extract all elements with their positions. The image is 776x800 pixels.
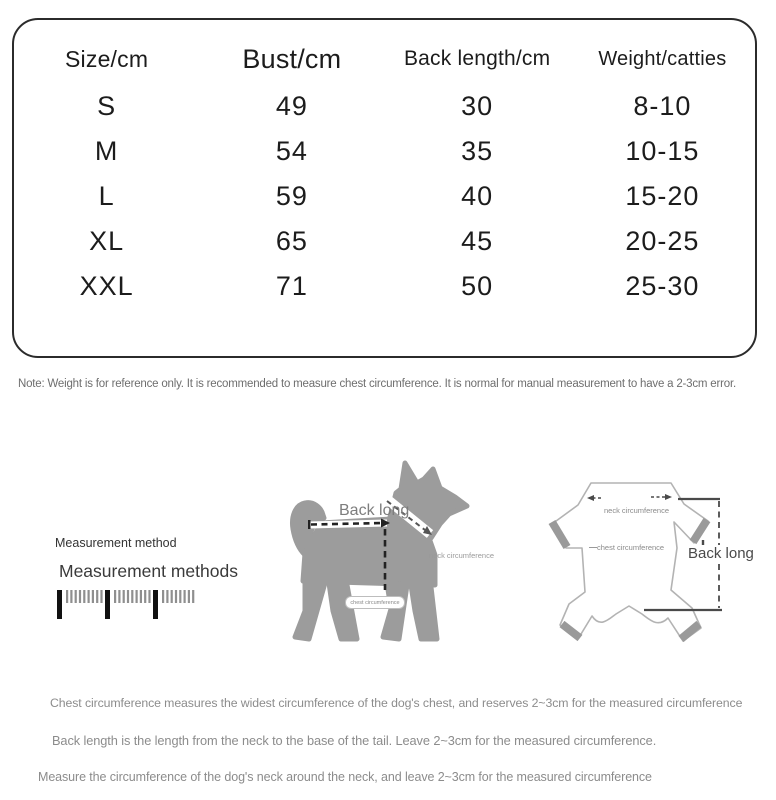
header-bust: Bust/cm [242, 43, 342, 74]
row-xl-size: XL [89, 226, 125, 256]
header-size: Size/cm [65, 45, 149, 72]
row-l-weight: 15-20 [625, 181, 700, 211]
row-xxl-bust: 71 [275, 271, 308, 301]
row-l-bust: 59 [275, 181, 308, 211]
row-s-bust: 49 [275, 91, 308, 121]
row-xl-back: 45 [461, 226, 494, 256]
row-s-weight: 8-10 [633, 91, 692, 121]
row-l-back: 40 [461, 181, 494, 211]
row-m-size: M [94, 136, 119, 166]
row-xl-weight: 20-25 [625, 226, 700, 256]
dog-neck-circumference-label: neck circumference [429, 551, 495, 560]
row-m-weight: 10-15 [625, 136, 700, 166]
measurement-method-label: Measurement method [55, 536, 177, 550]
garment-chest-connector [589, 547, 597, 548]
dog-chest-circumference-badge: chest circumference [345, 596, 405, 609]
footnote-back-length: Back length is the length from the neck to the base of the tail. Leave 2~3cm for the measured circumference. [52, 733, 657, 748]
row-m-bust: 54 [275, 136, 308, 166]
back-line-start-tick [308, 520, 311, 529]
row-xxl-size: XXL [79, 271, 134, 301]
dog-back-length-label: Back long [339, 502, 410, 519]
garment-chest-circumference-label: chest circumference [597, 543, 665, 552]
row-m-back: 35 [461, 136, 494, 166]
footnote-chest-circumference: Chest circumference measures the widest circumference of the dog's chest, and reserves 2~3cm for the measured circumference [50, 696, 743, 710]
header-weight: Weight/catties [598, 47, 727, 70]
row-s-size: S [97, 91, 117, 121]
garment-back-length-label: Back long [688, 545, 754, 562]
measurement-methods-title: Measurement methods [59, 561, 238, 581]
ruler-icon [55, 589, 197, 620]
size-table [12, 18, 757, 358]
row-xxl-back: 50 [461, 271, 494, 301]
garment-neck-circumference-label: neck circumference [604, 506, 670, 515]
header-back-length: Back length/cm [403, 47, 551, 70]
footnote-neck-circumference: Measure the circumference of the dog's neck around the neck, and leave 2~3cm for the measured circumference [38, 770, 652, 784]
row-xl-bust: 65 [275, 226, 308, 256]
row-s-back: 30 [461, 91, 494, 121]
row-l-size: L [98, 181, 115, 211]
note-text: Note: Weight is for reference only. It is recommended to measure chest circumference. It is normal for manual measurement to have a 2-3cm error. [18, 378, 736, 390]
dog-diagram [283, 443, 523, 653]
row-xxl-weight: 25-30 [625, 271, 700, 301]
